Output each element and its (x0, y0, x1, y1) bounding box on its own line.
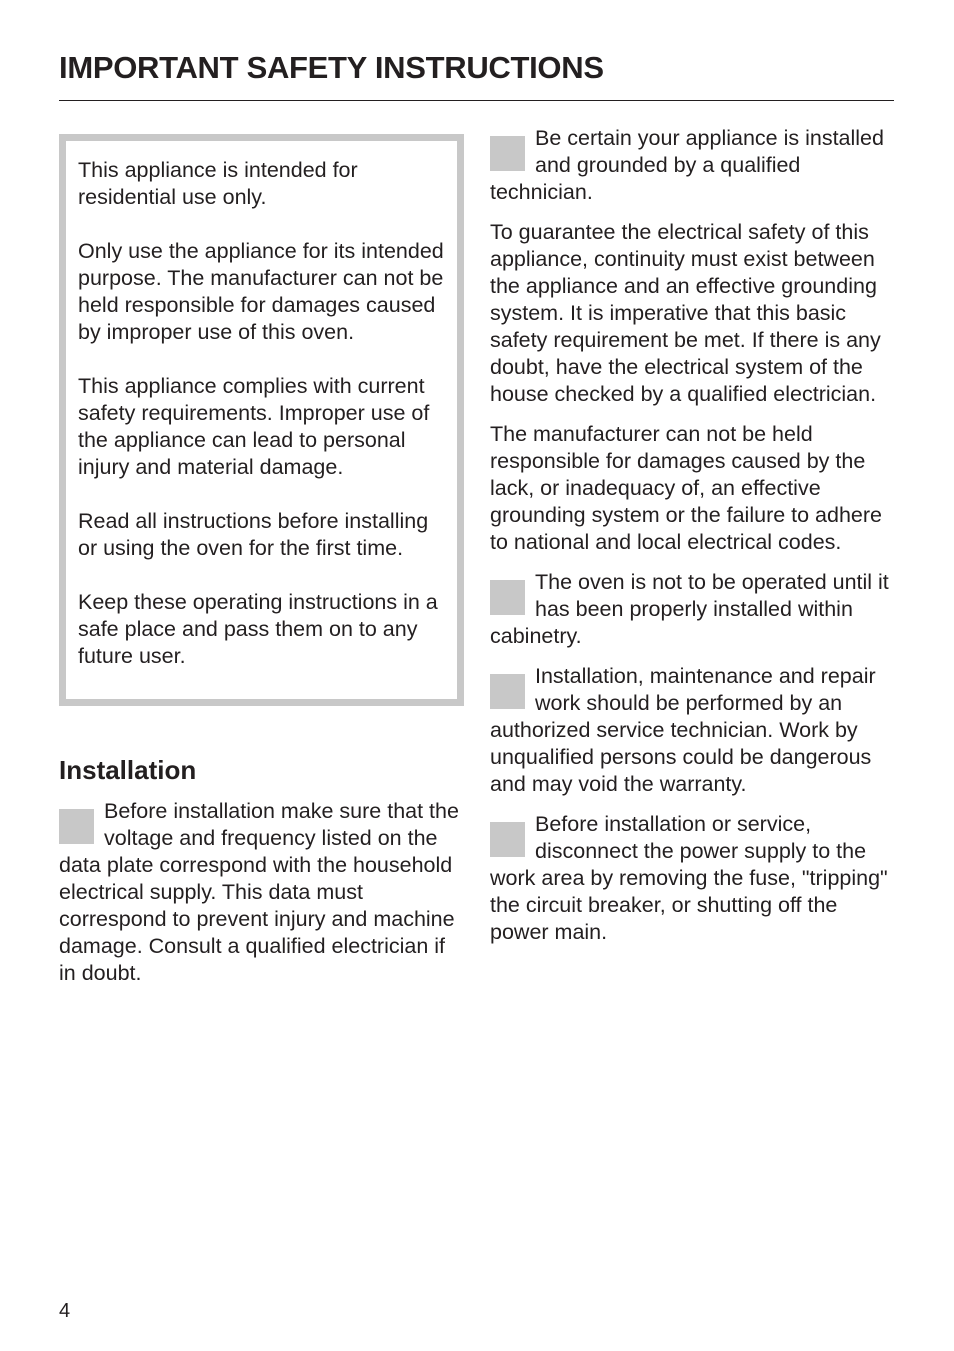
notice-paragraph: This appliance complies with current safety requirements. Improper use of the appliance can lead to personal injury and material damage. (78, 374, 430, 479)
warning-marker-icon (490, 580, 525, 615)
warning-item-text: Be certain your appliance is installed and grounded by a qualified technician. (490, 126, 884, 204)
warning-item-text: The oven is not to be operated until it has been properly installed within cabinetry. (490, 570, 889, 648)
warning-item-text: Before installation or service, disconnect the power supply to the work area by removing the fuse, "tripping" the circuit breaker, or shutting off the power main. (490, 812, 888, 944)
page-title: IMPORTANT SAFETY INSTRUCTIONS (59, 50, 604, 85)
notice-paragraph: This appliance is intended for residential use only. (78, 158, 358, 209)
warning-item (490, 569, 896, 650)
body-paragraph: To guarantee the electrical safety of this appliance, continuity must exist between the appliance and an effective grounding system. It is imperative that this basic safety requirement be met. If there is any doubt, have the electrical system of the house checked by a qualified electrician. (490, 220, 881, 406)
section-heading-installation: Installation (59, 755, 197, 785)
warning-marker-icon (490, 674, 525, 709)
warning-marker-icon (490, 136, 525, 171)
warning-marker-icon (59, 809, 94, 844)
body-paragraph: The manufacturer can not be held responsible for damages caused by the lack, or inadequacy of, an effective grounding system or the failure to adhere to national and local electrical codes. (490, 422, 883, 554)
warning-item-text: Before installation make sure that the voltage and frequency listed on the data plate correspond with the household electrical supply. This data must correspond to prevent injury and machine damage. Consult a qualified electrician if in doubt. (59, 799, 459, 985)
notice-paragraph: Only use the appliance for its intended purpose. The manufacturer can not be held responsible for damages caused by improper use of this oven. (78, 239, 444, 344)
warning-item-text: Installation, maintenance and repair work should be performed by an authorized service technician. Work by unqualified persons could be dangerous and may void the warranty. (490, 664, 876, 796)
warning-item (490, 125, 896, 206)
right-column (490, 125, 896, 959)
notice-paragraph: Keep these operating instructions in a safe place and pass them on to any future user. (78, 590, 438, 668)
title-divider (59, 100, 894, 101)
left-column (59, 134, 464, 1000)
warning-item (490, 811, 896, 946)
page-number: 4 (59, 1300, 71, 1322)
notice-paragraph: Read all instructions before installing or using the oven for the first time. (78, 509, 429, 560)
warning-item (59, 798, 464, 987)
warning-item (490, 663, 896, 798)
warning-marker-icon (490, 822, 525, 857)
notice-box (59, 134, 464, 706)
